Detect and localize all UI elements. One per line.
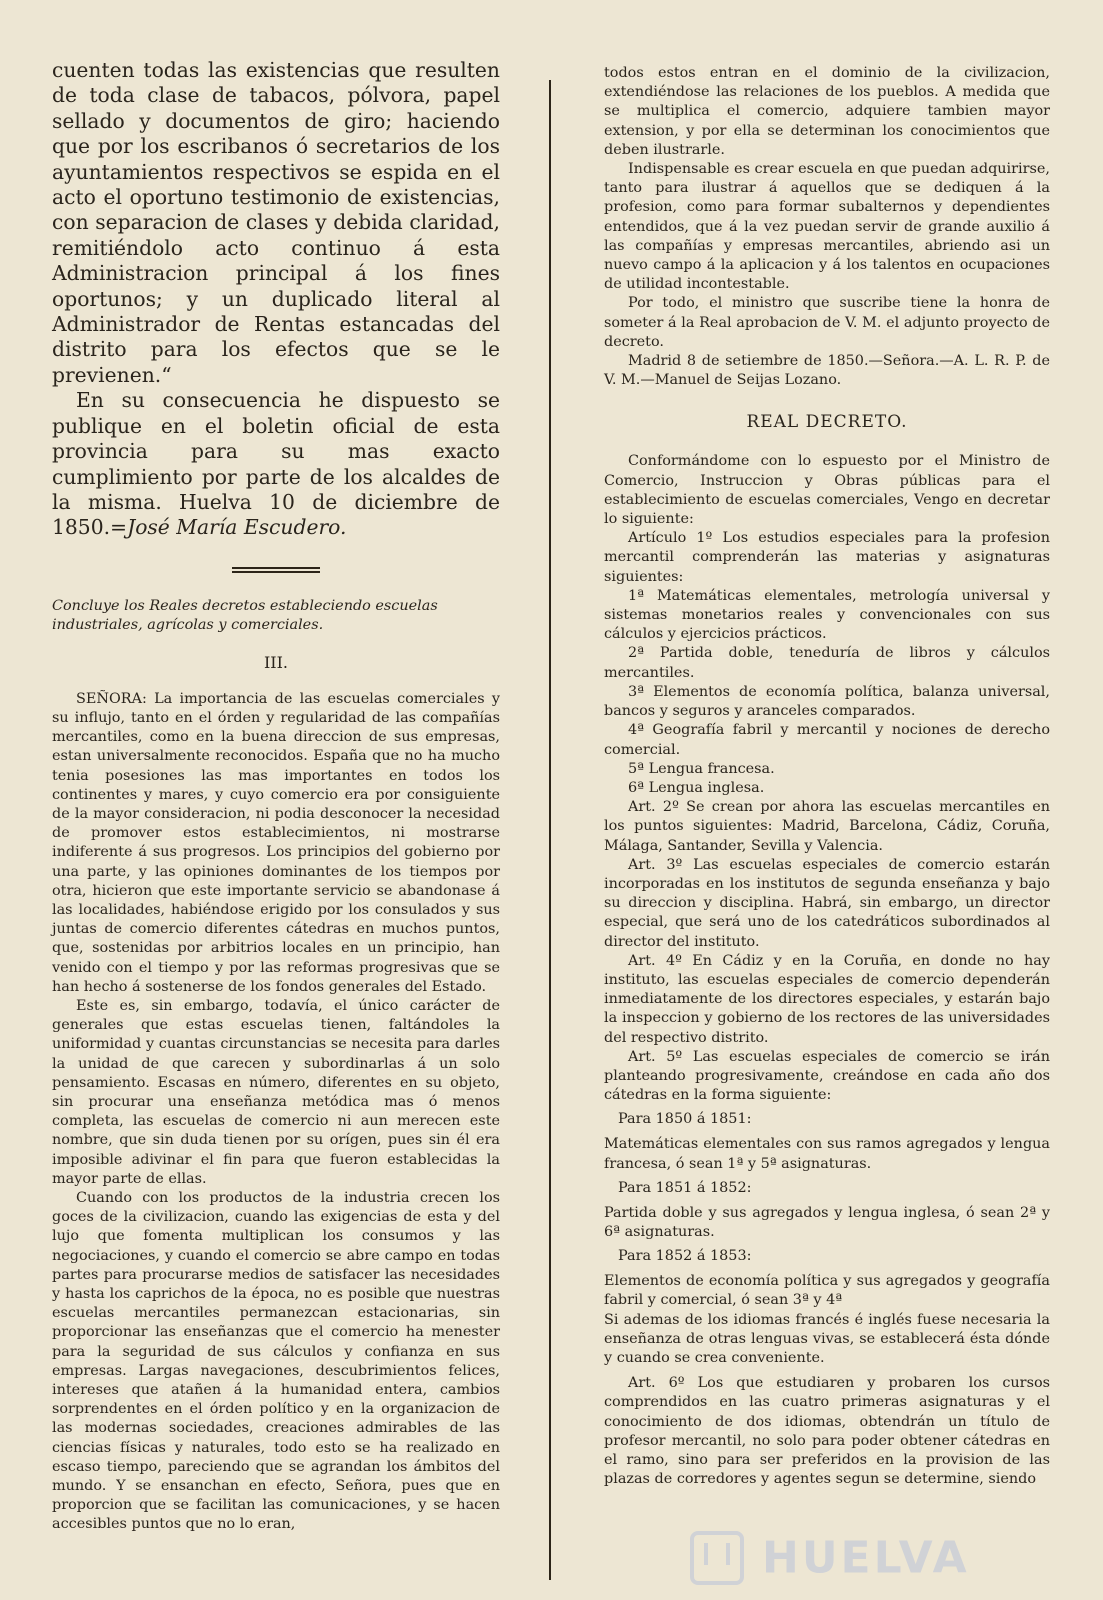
continuation-note: Concluye los Reales decretos estableciendo escuelas industriales, agrícolas y comerciales. (52, 597, 438, 633)
year-3-extra: Si ademas de los idiomas francés é inglés fuese necesaria la enseñanza de otras lenguas vivas, se establecerá ésta dónde y cuando se crea conveniente. (604, 1311, 1050, 1366)
article-4: Art. 4º En Cádiz y en la Coruña, en donde no hay instituto, las escuelas especiales de comercio dependerán inmediatamente de los directores especiales, y estarán bajo la inspeccion y gobierno de los rectores de las universidades del respectivo distrito. (604, 952, 1050, 1046)
left-paragraph-2-text: En su consecuencia he dispuesto se publique en el boletin oficial de esta provincia para su mas exacto cumplimiento por parte de los alcaldes de la misma. Huelva 10 de diciembre de 1850.= (52, 388, 500, 540)
signature: José María Escudero. (127, 515, 347, 540)
subject-2: 2ª Partida doble, teneduría de libros y cálculos mercantiles. (604, 645, 1050, 681)
right-column (604, 64, 1050, 1489)
archive-watermark (690, 1530, 1020, 1586)
right-paragraph-2: Indispensable es crear escuela en que puedan adquirirse, tanto para ilustrar á aquellos que se dediquen á la profesion, como para formar subalternos y dependientes entendidos, que á la vez puedan servir de grande auxilio á las compañías y empresas mercantiles, abriendo asi un nuevo campo á la aplicacion y á los talentos en ocupaciones de utilidad incontestable. (604, 161, 1050, 293)
article-5: Art. 5º Las escuelas especiales de comercio se irán planteando progresivamente, creándose en cada año dos cátedras en la forma siguiente: (604, 1048, 1050, 1104)
decree-intro: Conformándome con lo espuesto por el Ministro de Comercio, Instruccion y Obras públicas para el establecimiento de escuelas comerciales, Vengo en decretar lo siguiente: (604, 453, 1050, 528)
column-rule (549, 80, 551, 1580)
right-paragraph-4: Madrid 8 de setiembre de 1850.—Señora.—A. L. R. P. de V. M.—Manuel de Seijas Lozano. (604, 353, 1050, 389)
subject-4: 4ª Geografía fabril y mercantil y nociones de derecho comercial. (604, 722, 1050, 758)
year-1-heading: Para 1850 á 1851: (618, 1111, 752, 1128)
year-3-body: Elementos de economía política y sus agregados y geografía fabril y comercial, ó sean 3ª y 4ª (604, 1273, 1050, 1309)
year-1-body: Matemáticas elementales con sus ramos agregados y lengua francesa, ó sean 1ª y 5ª asignaturas. (604, 1136, 1050, 1172)
subject-6: 6ª Lengua inglesa. (628, 779, 765, 796)
archive-logo-icon (690, 1531, 744, 1585)
ornament-divider (232, 567, 320, 573)
left-paragraph-2 (52, 388, 500, 540)
right-paragraph-3: Por todo, el ministro que suscribe tiene la honra de someter á la Real aprobacion de V. M. el adjunto proyecto de decreto. (604, 295, 1050, 350)
subject-5: 5ª Lengua francesa. (628, 760, 775, 777)
right-paragraph-1: todos estos entran en el dominio de la civilizacion, extendiéndose las relaciones de los pueblos. A medida que se multiplica el comercio, adquiere tambien mayor extension, y por ella se determinan los conocimientos que deben ilustrarle. (604, 65, 1050, 158)
year-2-heading: Para 1851 á 1852: (618, 1179, 752, 1196)
subject-3: 3ª Elementos de economía política, balanza universal, bancos y seguros y aranceles comparados. (604, 683, 1050, 720)
year-3-heading: Para 1852 á 1853: (618, 1248, 752, 1265)
section-number: III. (263, 652, 289, 672)
article-6: Art. 6º Los que estudiaren y probaren los cursos comprendidos en las cuatro primeras asignaturas y el conocimiento de dos idiomas, obtendrán un título de profesor mercantil, no solo para poder obtener cátedras en el ramo, sino para ser preferidos en la provision de las plazas de corredores y agentes segun se determine, siendo (604, 1375, 1050, 1488)
left-column (52, 58, 500, 1535)
left-paragraph-5: Cuando con los productos de la industria crecen los goces de la civilizacion, cuando las exigencias de esta y del lujo que fomenta multiplican los consumos y las negociaciones, y cuando el comercio se abre campo en todas partes para procurarse medios de satisfacer las necesidades y hasta los caprichos de la época, no es posible que nuestras escuelas mercantiles permanezcan estacionarias, sin proporcionar las enseñanzas que el comercio ha menester para la seguridad de sus cálculos y confianza en sus empresas. Largas navegaciones, descubrimientos felices, intereses que atañen á la humanidad entera, cambios sorprendentes en el órden político y en la organizacion de las modernas sociedades, creaciones admirables de las ciencias físicas y naturales, todo esto se ha realizado en escaso tiempo, pareciendo que se agrandan los ámbitos del mundo. Y se ensanchan en efecto, Señora, pues que en proporcion que se facilitan las comunicaciones, y se hacen accesibles puntos que no lo eran, (52, 1190, 500, 1533)
year-2-body: Partida doble y sus agregados y lengua inglesa, ó sean 2ª y 6ª asignaturas. (604, 1204, 1050, 1240)
left-paragraph-4: Este es, sin embargo, todavía, el único carácter de generales que estas escuelas tienen, faltándoles la uniformidad y cuantas circunstancias se necesita para darles la unidad de que carecen y subordinarlas á un solo pensamiento. Escasas en número, diferentes en su objeto, sin procurar una enseñanza metódica mas ó menos completa, las escuelas de comercio ni aun merecen este nombre, que sin duda tienen por su orígen, pues sin él era imposible adivinar el fin para que fueron establecidas la mayor parte de ellas. (52, 997, 500, 1187)
article-1: Artículo 1º Los estudios especiales para la profesion mercantil comprenderán las materias y asignaturas siguientes: (604, 530, 1050, 585)
decree-heading: REAL DECRETO. (746, 412, 908, 433)
article-2: Art. 2º Se crean por ahora las escuelas mercantiles en los puntos siguientes: Madrid, Barcelona, Cádiz, Coruña, Málaga, Santander, Sevilla y Valencia. (604, 799, 1050, 854)
article-3: Art. 3º Las escuelas especiales de comercio estarán incorporadas en los institutos de segunda enseñanza y bajo su direccion y disciplina. Habrá, sin embargo, un director especial, que será uno de los catedráticos subordinados al director del instituto. (604, 856, 1050, 950)
left-paragraph-1: cuenten todas las existencias que resulten de toda clase de tabacos, pólvora, papel sellado y documentos de giro; haciendo que por los escribanos ó secretarios de los ayuntamientos respectivos se espida en el acto el oportuno testimonio de existencias, con separacion de clases y debida claridad, remitiéndolo acto continuo á esta Administracion principal á los fines oportunos; y un duplicado literal al Administrador de Rentas estancadas del distrito para los efectos que se le previenen.“ (52, 58, 500, 387)
left-paragraph-3: SEÑORA: La importancia de las escuelas comerciales y su influjo, tanto en el órden y regularidad de las compañías mercantiles, como en la buena direccion de sus empresas, estan universalmente reconocidos. España que no ha mucho tenia posesiones las mas importantes en todos los continentes y mares, y cuyo comercio era por consiguiente de la mayor consideracion, ni podia desconocer la necesidad de promover estos establecimientos, ni mostrarse indiferente á sus progresos. Los principios del gobierno por una parte, y las opiniones dominantes de los tiempos por otra, hicieron que este importante servicio se abandonase á las localidades, habiéndose erigido por los consulados y sus juntas de comercio diferentes cátedras en muchos puntos, que, sostenidas por arbitrios locales en un principio, han venido con el tiempo y por las reformas progresivas que se han hecho á sostenerse de los fondos generales del Estado. (52, 690, 500, 995)
subject-1: 1ª Matemáticas elementales, metrología universal y sistemas monetarios reales y convencionales con sus cálculos y ejercicios prácticos. (604, 587, 1050, 643)
watermark-text: HUELVA (762, 1532, 970, 1584)
